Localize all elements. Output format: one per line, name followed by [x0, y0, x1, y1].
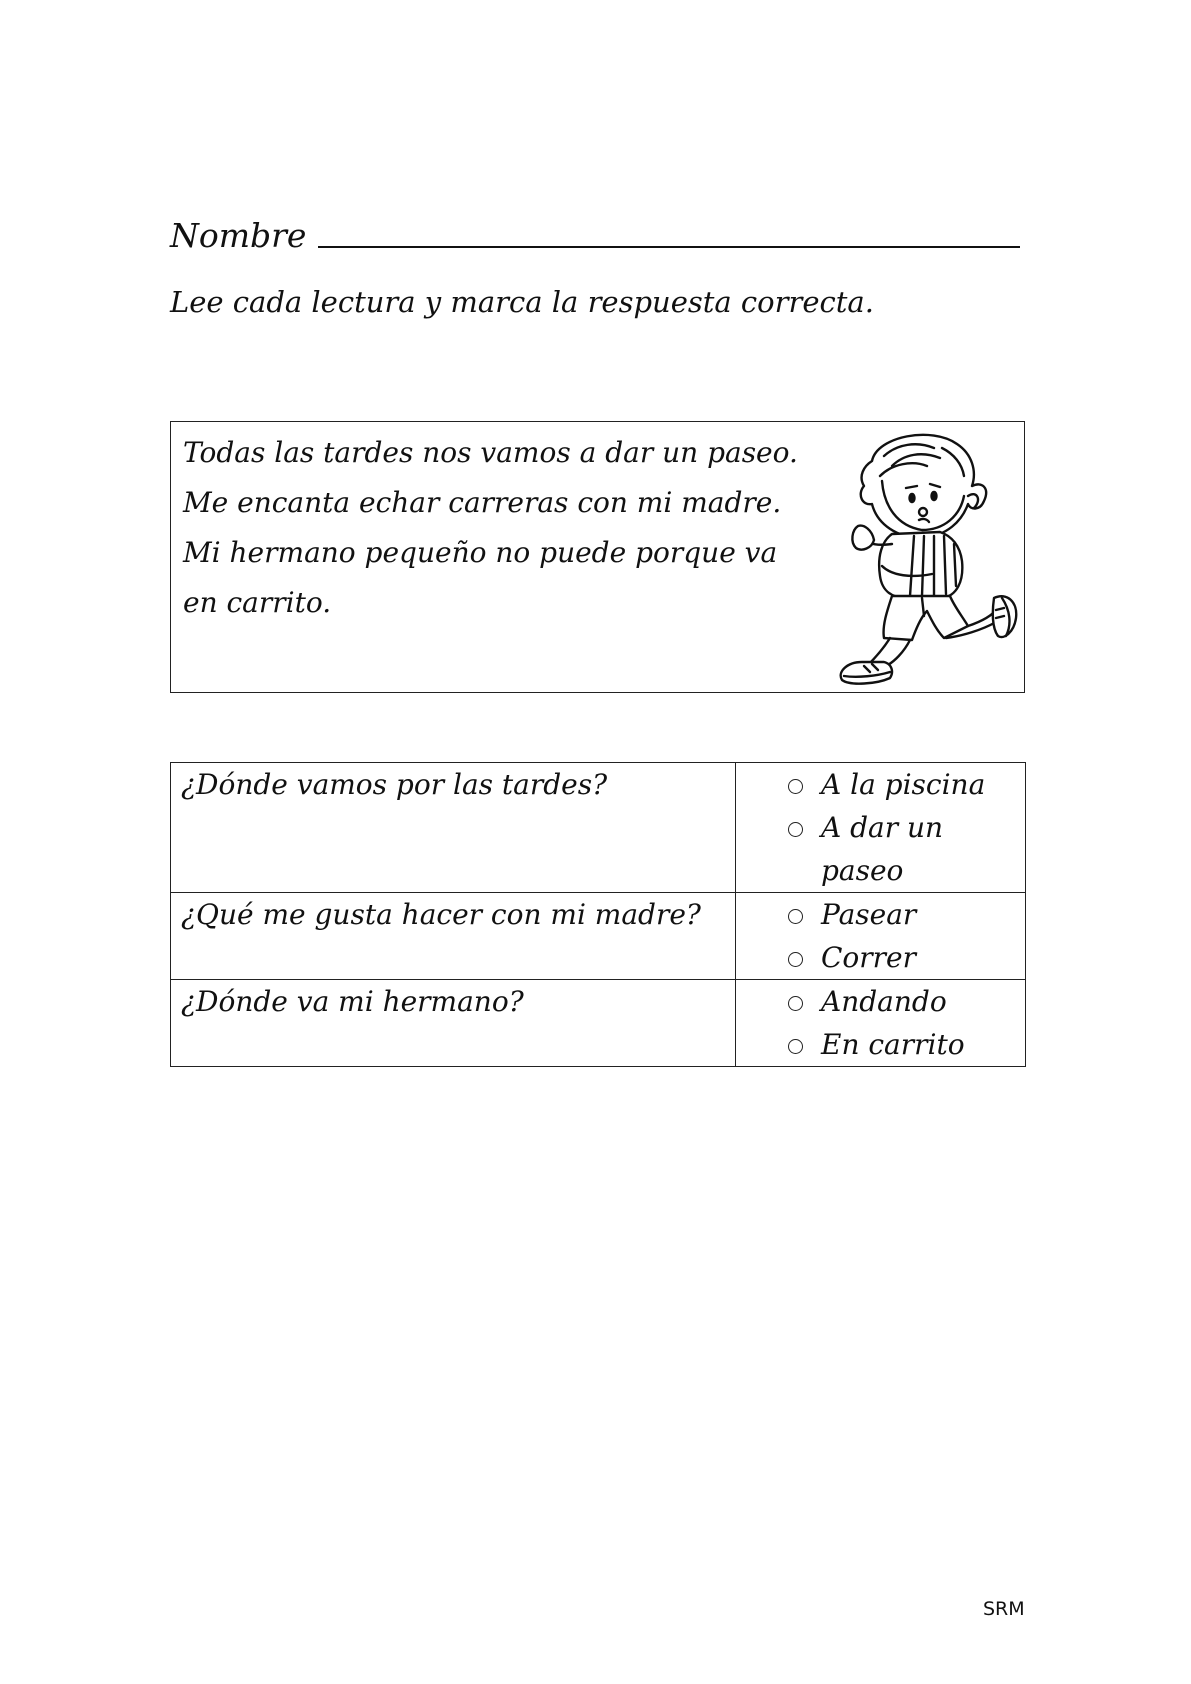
options-cell	[736, 893, 1026, 980]
running-boy-icon	[822, 426, 1022, 688]
reading-box	[170, 421, 1025, 693]
reading-line: Me encanta echar carreras con mi madre.	[183, 486, 782, 519]
options-cell	[736, 763, 1026, 893]
radio-button[interactable]	[788, 822, 803, 837]
answer-option[interactable]	[788, 893, 1025, 936]
reading-line: en carrito.	[183, 586, 332, 619]
options-cell	[736, 980, 1026, 1067]
option-label: A la piscina	[821, 768, 986, 801]
quiz-table	[170, 762, 1026, 1067]
answer-option[interactable]	[788, 936, 1025, 979]
option-label: Andando	[821, 985, 947, 1018]
radio-button[interactable]	[788, 779, 803, 794]
table-row	[171, 980, 1026, 1067]
answer-option[interactable]	[788, 806, 1025, 892]
option-label: Correr	[821, 941, 917, 974]
name-label: Nombre	[170, 216, 307, 255]
name-row	[170, 206, 1020, 256]
name-field-line[interactable]	[318, 246, 1020, 248]
question-cell: ¿Qué me gusta hacer con mi madre?	[171, 893, 736, 980]
footer-code: SRM	[983, 1598, 1025, 1620]
answer-option[interactable]	[788, 1023, 1025, 1066]
table-row	[171, 763, 1026, 893]
reading-line: Mi hermano pequeño no puede porque va	[183, 536, 778, 569]
option-label: A dar un paseo	[821, 811, 944, 887]
instructions: Lee cada lectura y marca la respuesta correcta.	[170, 285, 874, 319]
radio-button[interactable]	[788, 952, 803, 967]
table-row	[171, 893, 1026, 980]
option-label: En carrito	[821, 1028, 965, 1061]
radio-button[interactable]	[788, 1039, 803, 1054]
option-label: Pasear	[821, 898, 917, 931]
answer-option[interactable]	[788, 763, 1025, 806]
radio-button[interactable]	[788, 996, 803, 1011]
reading-text	[183, 428, 823, 628]
question-cell: ¿Dónde va mi hermano?	[171, 980, 736, 1067]
answer-option[interactable]	[788, 980, 1025, 1023]
question-cell: ¿Dónde vamos por las tardes?	[171, 763, 736, 893]
reading-line: Todas las tardes nos vamos a dar un paseo.	[183, 436, 798, 469]
radio-button[interactable]	[788, 909, 803, 924]
